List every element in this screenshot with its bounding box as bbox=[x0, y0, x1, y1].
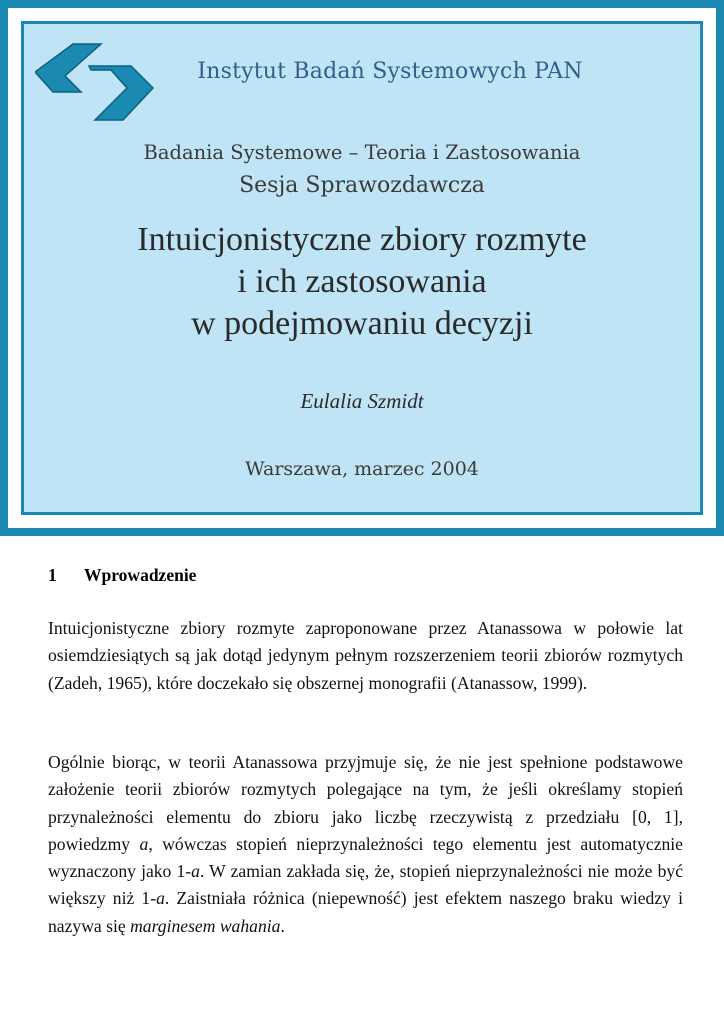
session-title: Sesja Sprawozdawcza bbox=[239, 173, 485, 198]
title-line: i ich zastosowania bbox=[237, 263, 487, 300]
paragraph-text: . W zamian zakłada się, że, stopień nieprzynależności nie może być większy niż 1- bbox=[48, 861, 683, 909]
series-title: Badania Systemowe – Teoria i Zastosowania bbox=[143, 141, 581, 164]
author-name: Eulalia Szmidt bbox=[300, 389, 424, 413]
paragraph-text: . Zaistniała różnica (niepewność) jest efektem naszego braku wiedzy i nazywa się bbox=[48, 888, 683, 936]
document-title bbox=[0, 219, 724, 345]
term-margin-of-hesitation: marginesem wahania bbox=[130, 915, 281, 936]
institute-name: Instytut Badań Systemowych PAN bbox=[197, 59, 583, 84]
paragraph-text: Ogólnie biorąc, w teorii Atanassowa przyjmuje się, że nie jest spełnione podstawowe założenie teorii zbiorów rozmytych polegające na tym, że jeśli określamy stopień przynależności elementu do zbioru jako liczbę rzeczywistą z przedziału [0, 1], powiedzmy bbox=[48, 752, 683, 854]
paragraph-text: , wówczas stopień nieprzynależności tego elementu jest automatycznie wyznaczony jako 1- bbox=[48, 833, 683, 882]
variable-a: a bbox=[191, 861, 200, 882]
title-line: w podejmowaniu decyzji bbox=[191, 305, 533, 342]
title-line: Intuicjonistyczne zbiory rozmyte bbox=[137, 221, 587, 258]
logo-lower-chevron bbox=[89, 66, 153, 120]
section-number: 1 bbox=[48, 565, 57, 585]
section-title: Wprowadzenie bbox=[84, 565, 197, 585]
paragraph-theory bbox=[48, 749, 683, 940]
place-and-date: Warszawa, marzec 2004 bbox=[245, 458, 479, 480]
paragraph-intro: Intuicjonistyczne zbiory rozmyte zaproponowane przez Atanassowa w połowie lat osiemdziesiątych są jak dotąd jedynym pełnym rozszerzeniem teorii zbiorów rozmytych (Zadeh, 1965), które doczekało się obszernej monografii (Atanassow, 1999). bbox=[48, 618, 683, 693]
variable-a: a bbox=[156, 888, 165, 909]
variable-a: a bbox=[139, 833, 149, 854]
ibs-pan-logo-icon bbox=[35, 40, 157, 122]
paragraph-text: . bbox=[280, 915, 285, 936]
section-heading bbox=[48, 565, 196, 586]
